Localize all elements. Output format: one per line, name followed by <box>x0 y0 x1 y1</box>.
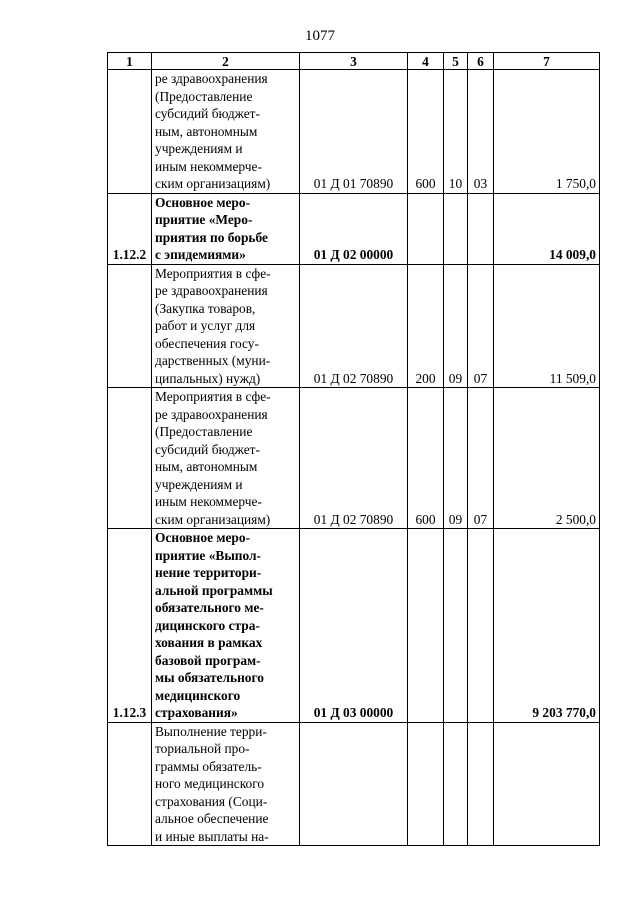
description-line: мы обязательного <box>155 670 264 685</box>
description-line: базовой програм- <box>155 652 261 668</box>
table-row <box>108 722 600 846</box>
description-line: работ и услуг для <box>155 318 256 333</box>
expense-type-code <box>408 193 444 264</box>
target-article-code <box>300 722 408 846</box>
description-line: субсидий бюджет- <box>155 441 260 457</box>
description-line: обязательного ме- <box>155 600 264 615</box>
description-line: ским организациям) <box>155 511 271 527</box>
item-number: 1.12.3 <box>108 529 152 723</box>
item-number <box>108 70 152 194</box>
description-line: (Предоставление <box>155 424 253 439</box>
description-line: страхования (Соци- <box>155 793 268 809</box>
table-row <box>108 388 600 529</box>
description-line: ре здравоохранения <box>155 71 268 86</box>
description-line: учреждениям и <box>155 141 243 156</box>
description-line: ным, автономным <box>155 459 258 474</box>
item-number <box>108 388 152 529</box>
expense-type-code: 600 <box>408 70 444 194</box>
description-line: иным некоммерче- <box>155 494 262 509</box>
description-line: (Закупка товаров, <box>155 300 256 316</box>
column-header: 2 <box>152 53 300 70</box>
description-line: граммы обязатель- <box>155 758 262 774</box>
column-header: 6 <box>468 53 494 70</box>
section-code: 09 <box>444 264 468 388</box>
description-line: хования в рамках <box>155 635 263 650</box>
amount-value: 2 500,0 <box>494 388 600 529</box>
column-header: 3 <box>300 53 408 70</box>
description-line: приятие «Меро- <box>155 212 253 227</box>
description-line: ториальной про- <box>155 741 250 756</box>
column-header: 1 <box>108 53 152 70</box>
description-line: Основное меро- <box>155 530 251 545</box>
column-header: 4 <box>408 53 444 70</box>
description-line: Основное меро- <box>155 194 251 210</box>
table-row <box>108 193 600 264</box>
description-line: дицинского стра- <box>155 617 260 633</box>
item-description <box>152 529 300 723</box>
column-header: 7 <box>494 53 600 70</box>
target-article-code: 01 Д 02 70890 <box>300 264 408 388</box>
description-line: и иные выплаты на- <box>155 828 269 844</box>
section-code: 10 <box>444 70 468 194</box>
description-line: ре здравоохранения <box>155 406 268 422</box>
header-row <box>108 53 600 70</box>
description-line: приятие «Выпол- <box>155 547 261 563</box>
description-line: иным некоммерче- <box>155 158 262 174</box>
description-line: (Предоставление <box>155 88 253 104</box>
expense-type-code: 200 <box>408 264 444 388</box>
table-row <box>108 70 600 194</box>
item-description <box>152 388 300 529</box>
description-line: ским организациям) <box>155 176 271 191</box>
item-description <box>152 70 300 194</box>
target-article-code: 01 Д 01 70890 <box>300 70 408 194</box>
description-line: дарственных (муни- <box>155 353 271 368</box>
description-line: альное обеспечение <box>155 811 269 826</box>
description-line: Мероприятия в сфе- <box>155 265 271 281</box>
target-article-code: 01 Д 02 00000 <box>300 193 408 264</box>
item-description <box>152 722 300 846</box>
target-article-code: 01 Д 02 70890 <box>300 388 408 529</box>
description-line: с эпидемиями» <box>155 247 246 262</box>
description-line: нение территори- <box>155 565 262 580</box>
subsection-code <box>468 722 494 846</box>
description-line: альной программы <box>155 582 273 598</box>
subsection-code: 07 <box>468 264 494 388</box>
expense-type-code <box>408 722 444 846</box>
description-line: ципальных) нужд) <box>155 370 261 386</box>
expense-type-code <box>408 529 444 723</box>
page-number: 1077 <box>305 28 335 44</box>
budget-table <box>107 52 600 846</box>
table-body <box>108 70 600 846</box>
description-line: приятия по борьбе <box>155 229 268 245</box>
table-row <box>108 529 600 723</box>
description-line: субсидий бюджет- <box>155 106 260 121</box>
column-header: 5 <box>444 53 468 70</box>
item-number <box>108 264 152 388</box>
description-line: обеспечения госу- <box>155 335 259 351</box>
description-line: ным, автономным <box>155 123 258 139</box>
target-article-code: 01 Д 03 00000 <box>300 529 408 723</box>
amount-value: 9 203 770,0 <box>494 529 600 723</box>
item-number <box>108 722 152 846</box>
amount-value <box>494 722 600 846</box>
item-description <box>152 193 300 264</box>
description-line: медицинского <box>155 687 241 703</box>
amount-value: 1 750,0 <box>494 70 600 194</box>
subsection-code: 07 <box>468 388 494 529</box>
subsection-code <box>468 529 494 723</box>
description-line: ре здравоохранения <box>155 283 268 298</box>
section-code: 09 <box>444 388 468 529</box>
section-code <box>444 529 468 723</box>
description-line: учреждениям и <box>155 476 243 492</box>
description-line: страхования» <box>155 705 238 720</box>
item-description <box>152 264 300 388</box>
description-line: Выполнение терри- <box>155 723 267 739</box>
section-code <box>444 193 468 264</box>
description-line: ного медицинского <box>155 776 265 791</box>
description-line: Мероприятия в сфе- <box>155 389 271 404</box>
expense-type-code: 600 <box>408 388 444 529</box>
subsection-code: 03 <box>468 70 494 194</box>
section-code <box>444 722 468 846</box>
subsection-code <box>468 193 494 264</box>
table-row <box>108 264 600 388</box>
amount-value: 14 009,0 <box>494 193 600 264</box>
item-number: 1.12.2 <box>108 193 152 264</box>
amount-value: 11 509,0 <box>494 264 600 388</box>
